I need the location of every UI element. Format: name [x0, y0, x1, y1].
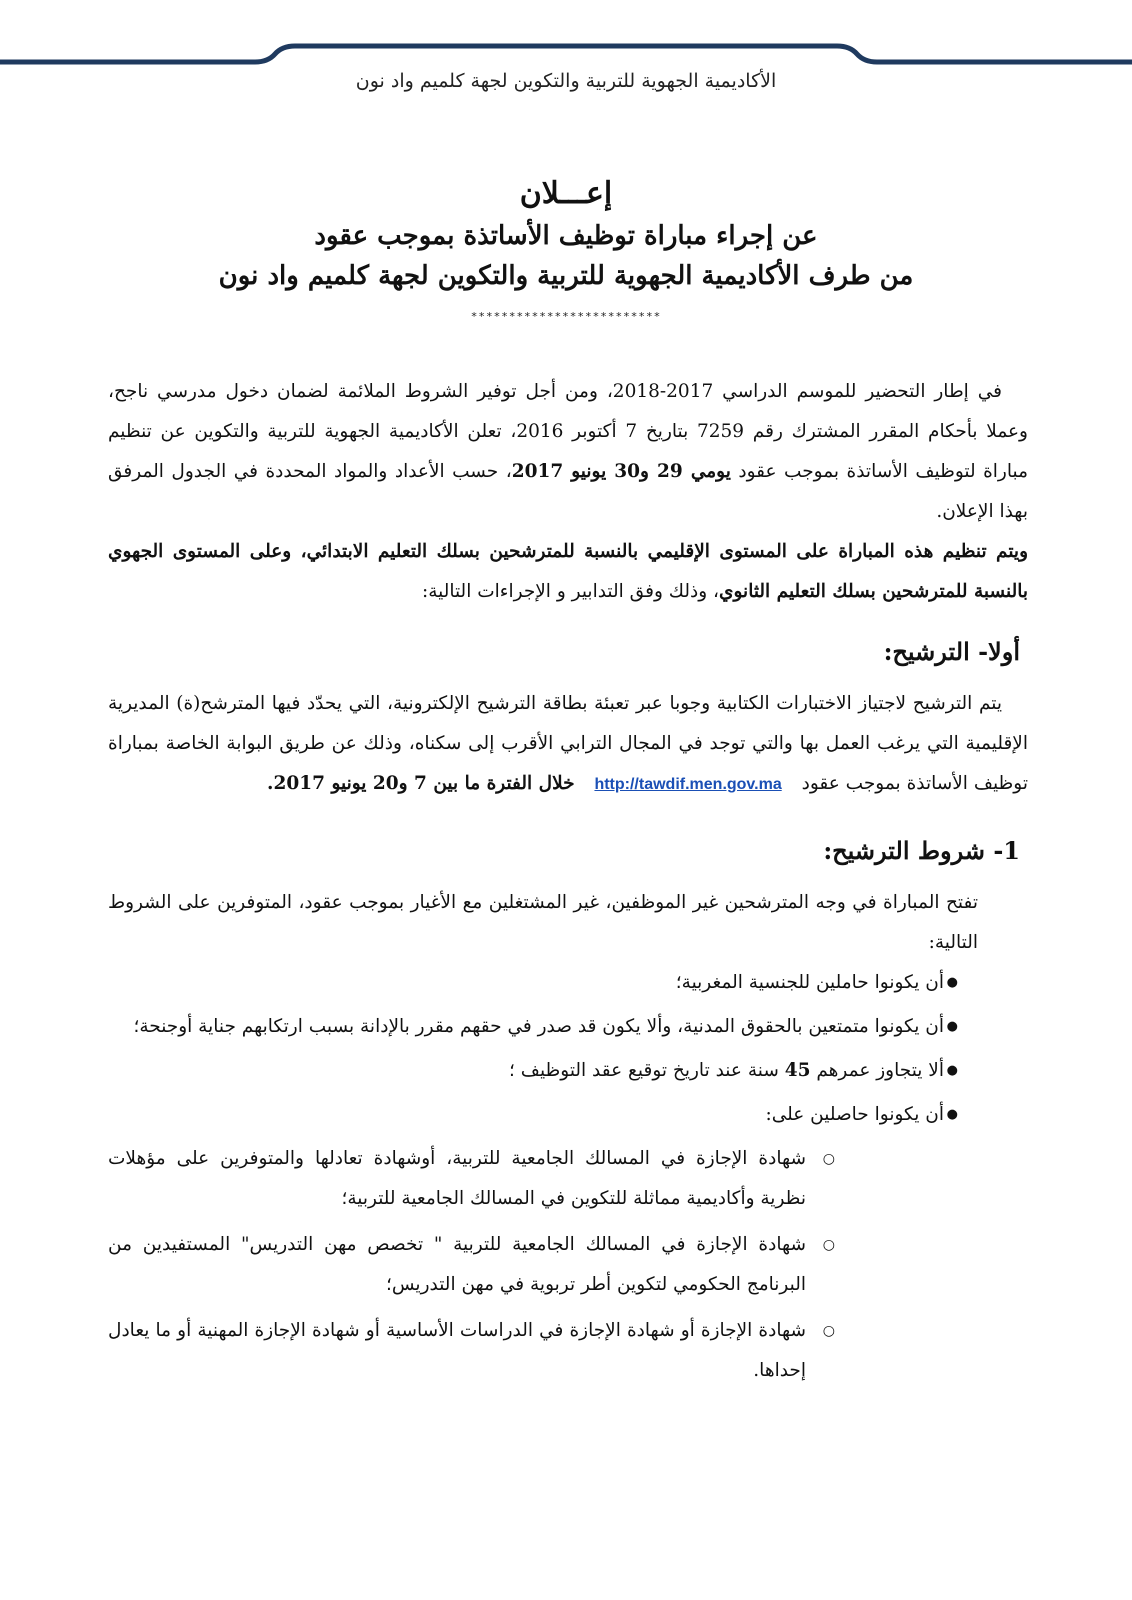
announcement-subtitle: عن إجراء مباراة توظيف الأساتذة بموجب عقود	[314, 221, 818, 251]
announcement-issuer: من طرف الأكاديمية الجهوية للتربية والتكوين لجهة كلميم واد نون	[218, 261, 914, 291]
intro-paragraph	[108, 372, 1028, 532]
degree-item: ○ شهادة الإجازة في المسالك الجامعية للتربية، أوشهادة تعادلها والمتوفرين على مؤهلات نظرية وأكاديمية مماثلة للتكوين في المسالك الجامعية للتربية؛	[108, 1139, 1028, 1219]
condition-item: ● أن يكونوا متمتعين بالحقوق المدنية، وألا يكون قد صدر في حقهم مقرر بالإدانة بسبب ارتكابهم جناية أوجنحة؛	[108, 1007, 1028, 1047]
condition-item: ● أن يكونوا حاصلين على:	[108, 1095, 1028, 1135]
document-body	[108, 372, 1028, 1397]
degree-item: ○ شهادة الإجازة أو شهادة الإجازة في الدراسات الأساسية أو شهادة الإجازة المهنية أو ما يعادل إحداها.	[108, 1311, 1028, 1391]
intro-text-b: ، حسب الأعداد والمواد المحددة في الجدول المرفق بهذا الإعلان.	[108, 461, 1028, 522]
title-separator: *************************	[470, 310, 662, 323]
age-text-b: سنة عند تاريخ توقيع عقد التوظيف ؛	[509, 1060, 779, 1081]
organization-bold-text: ويتم تنظيم هذه المباراة على المستوى الإقليمي بالنسبة للمترشحين بسلك التعليم الابتدائي، وعلى المستوى الجهوي بالنسبة للمترشحين بسلك التعليم الثانوي	[108, 541, 1028, 602]
organization-text-rest: ، وذلك وفق التدابير و الإجراءات التالية:	[421, 581, 720, 602]
candidacy-period: خلال الفترة ما بين 7 و20 يونيو 2017.	[267, 773, 575, 794]
section-candidacy-title: أولا- الترشيح:	[883, 637, 1020, 666]
header-decorative-line	[0, 0, 1132, 70]
candidacy-paragraph	[108, 684, 1028, 805]
degree-item: ○ شهادة الإجازة في المسالك الجامعية للتربية " تخصص مهن التدريس" المستفيدين من البرنامج الحكومي لتكوين أطر تربوية في مهن التدريس؛	[108, 1225, 1028, 1305]
age-text-a: ألا يتجاوز عمرهم	[816, 1060, 944, 1081]
announcement-title: إعـــلان	[519, 176, 613, 211]
organization-paragraph	[108, 532, 1028, 612]
intro-text-a: في إطار التحضير للموسم الدراسي 2017-2018، ومن أجل توفير الشروط الملائمة لضمان دخول مدرسي ناجح، وعملا بأحكام المقرر المشترك رقم 7259 بتاريخ 7 أكتوبر 2016، تعلن الأكاديمية الجهوية للتربية والتكوين عن تنظيم مباراة لتوظيف الأساتذة بموجب عقود	[108, 381, 1028, 482]
degrees-list	[108, 1139, 1028, 1391]
exam-dates: يومي 29 و30 يونيو 2017	[511, 461, 731, 482]
section-conditions-title: 1- شروط الترشيح:	[823, 836, 1020, 865]
conditions-list	[108, 963, 1028, 1135]
header-org-name: الأكاديمية الجهوية للتربية والتكوين لجهة كلميم واد نون	[355, 70, 777, 92]
conditions-lead: تفتح المباراة في وجه المترشحين غير الموظفين، غير المشتغلين مع الأغيار بموجب عقود، المتوفرين على الشروط التالية:	[108, 892, 978, 953]
condition-item: ● أن يكونوا حاملين للجنسية المغربية؛	[108, 963, 1028, 1003]
candidacy-text: يتم الترشيح لاجتياز الاختبارات الكتابية وجوبا عبر تعبئة بطاقة الترشيح الإلكترونية، التي يحدّد فيها المترشح(ة) المديرية الإقليمية التي يرغب العمل بها والتي توجد في المجال الترابي الأقرب إلى سكناه، وذلك عن طريق البوابة الخاصة بمباراة توظيف الأساتذة بموجب عقود	[108, 693, 1028, 794]
condition-item-age	[108, 1051, 1028, 1091]
age-limit: 45	[784, 1060, 811, 1081]
candidacy-portal-link[interactable]: http://tawdif.men.gov.ma	[594, 776, 782, 793]
title-block	[0, 172, 1132, 296]
